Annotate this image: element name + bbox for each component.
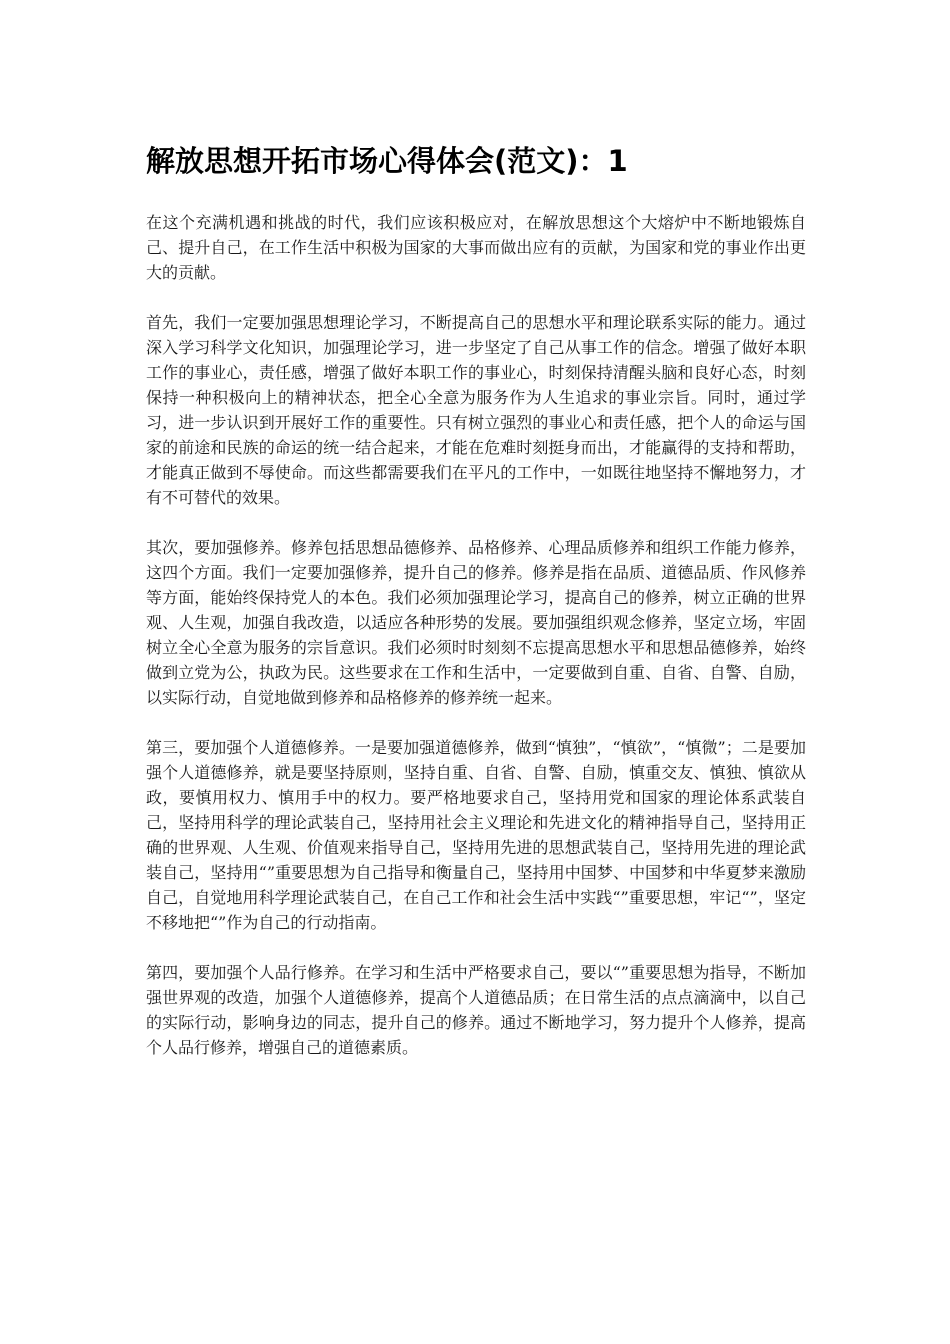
paragraph-fourth: 第四，要加强个人品行修养。在学习和生活中严格要求自己，要以“”重要思想为指导，不断加强世界观的改造，加强个人道德修养，提高个人道德品质；在日常生活的点点滴滴中，以自己的实际行动，影响身边的同志，提升自己的修养。通过不断地学习，努力提升个人修养，提高个人品行修养，增强自己的道德素质。: [146, 963, 806, 1057]
paragraph-second: 其次，要加强修养。修养包括思想品德修养、品格修养、心理品质修养和组织工作能力修养，这四个方面。我们一定要加强修养，提升自己的修养。修养是指在品质、道德品质、作风修养等方面，能始终保持党人的本色。我们必须加强理论学习，提高自己的修养，树立正确的世界观、人生观，加强自我改造，以适应各种形势的发展。要加强组织观念修养，坚定立场，牢固树立全心全意为服务的宗旨意识。我们必须时时刻刻不忘提高思想水平和思想品德修养，始终做到立党为公，执政为民。这些要求在工作和生活中，一定要做到自重、自省、自警、自励，以实际行动，自觉地做到修养和品格修养的修养统一起来。: [146, 538, 806, 707]
paragraph-first: 首先，我们一定要加强思想理论学习，不断提高自己的思想水平和理论联系实际的能力。通过深入学习科学文化知识，加强理论学习，进一步坚定了自己从事工作的信念。增强了做好本职工作的事业心，责任感，增强了做好本职工作的事业心，时刻保持清醒头脑和良好心态，时刻保持一种积极向上的精神状态，把全心全意为服务作为人生追求的事业宗旨。同时，通过学习，进一步认识到开展好工作的重要性。只有树立强烈的事业心和责任感，把个人的命运与国家的前途和民族的命运的统一结合起来，才能在危难时刻挺身而出，才能赢得的支持和帮助，才能真正做到不辱使命。而这些都需要我们在平凡的工作中，一如既往地坚持不懈地努力，才有不可替代的效果。: [146, 313, 806, 507]
paragraph-intro: 在这个充满机遇和挑战的时代，我们应该积极应对，在解放思想这个大熔炉中不断地锻炼自己、提升自己，在工作生活中积极为国家的大事而做出应有的贡献，为国家和党的事业作出更大的贡献。: [146, 213, 806, 282]
document-page: [146, 138, 806, 1085]
document-title: 解放思想开拓市场心得体会(范文)：1: [146, 144, 628, 178]
paragraph-third: 第三，要加强个人道德修养。一是要加强道德修养，做到“慎独”，“慎欲”，“慎微”；二是要加强个人道德修养，就是要坚持原则，坚持自重、自省、自警、自励，慎重交友、慎独、慎欲从政，要慎用权力、慎用手中的权力。要严格地要求自己，坚持用党和国家的理论体系武装自己，坚持用科学的理论武装自己，坚持用社会主义理论和先进文化的精神指导自己，坚持用正确的世界观、人生观、价值观来指导自己，坚持用先进的思想武装自己，坚持用先进的理论武装自己，坚持用“”重要思想为自己指导和衡量自己，坚持用中国梦、中国梦和中华夏梦来激励自己，自觉地用科学理论武装自己，在自己工作和社会生活中实践“”重要思想，牢记“”，坚定不移地把“”作为自己的行动指南。: [146, 738, 806, 932]
